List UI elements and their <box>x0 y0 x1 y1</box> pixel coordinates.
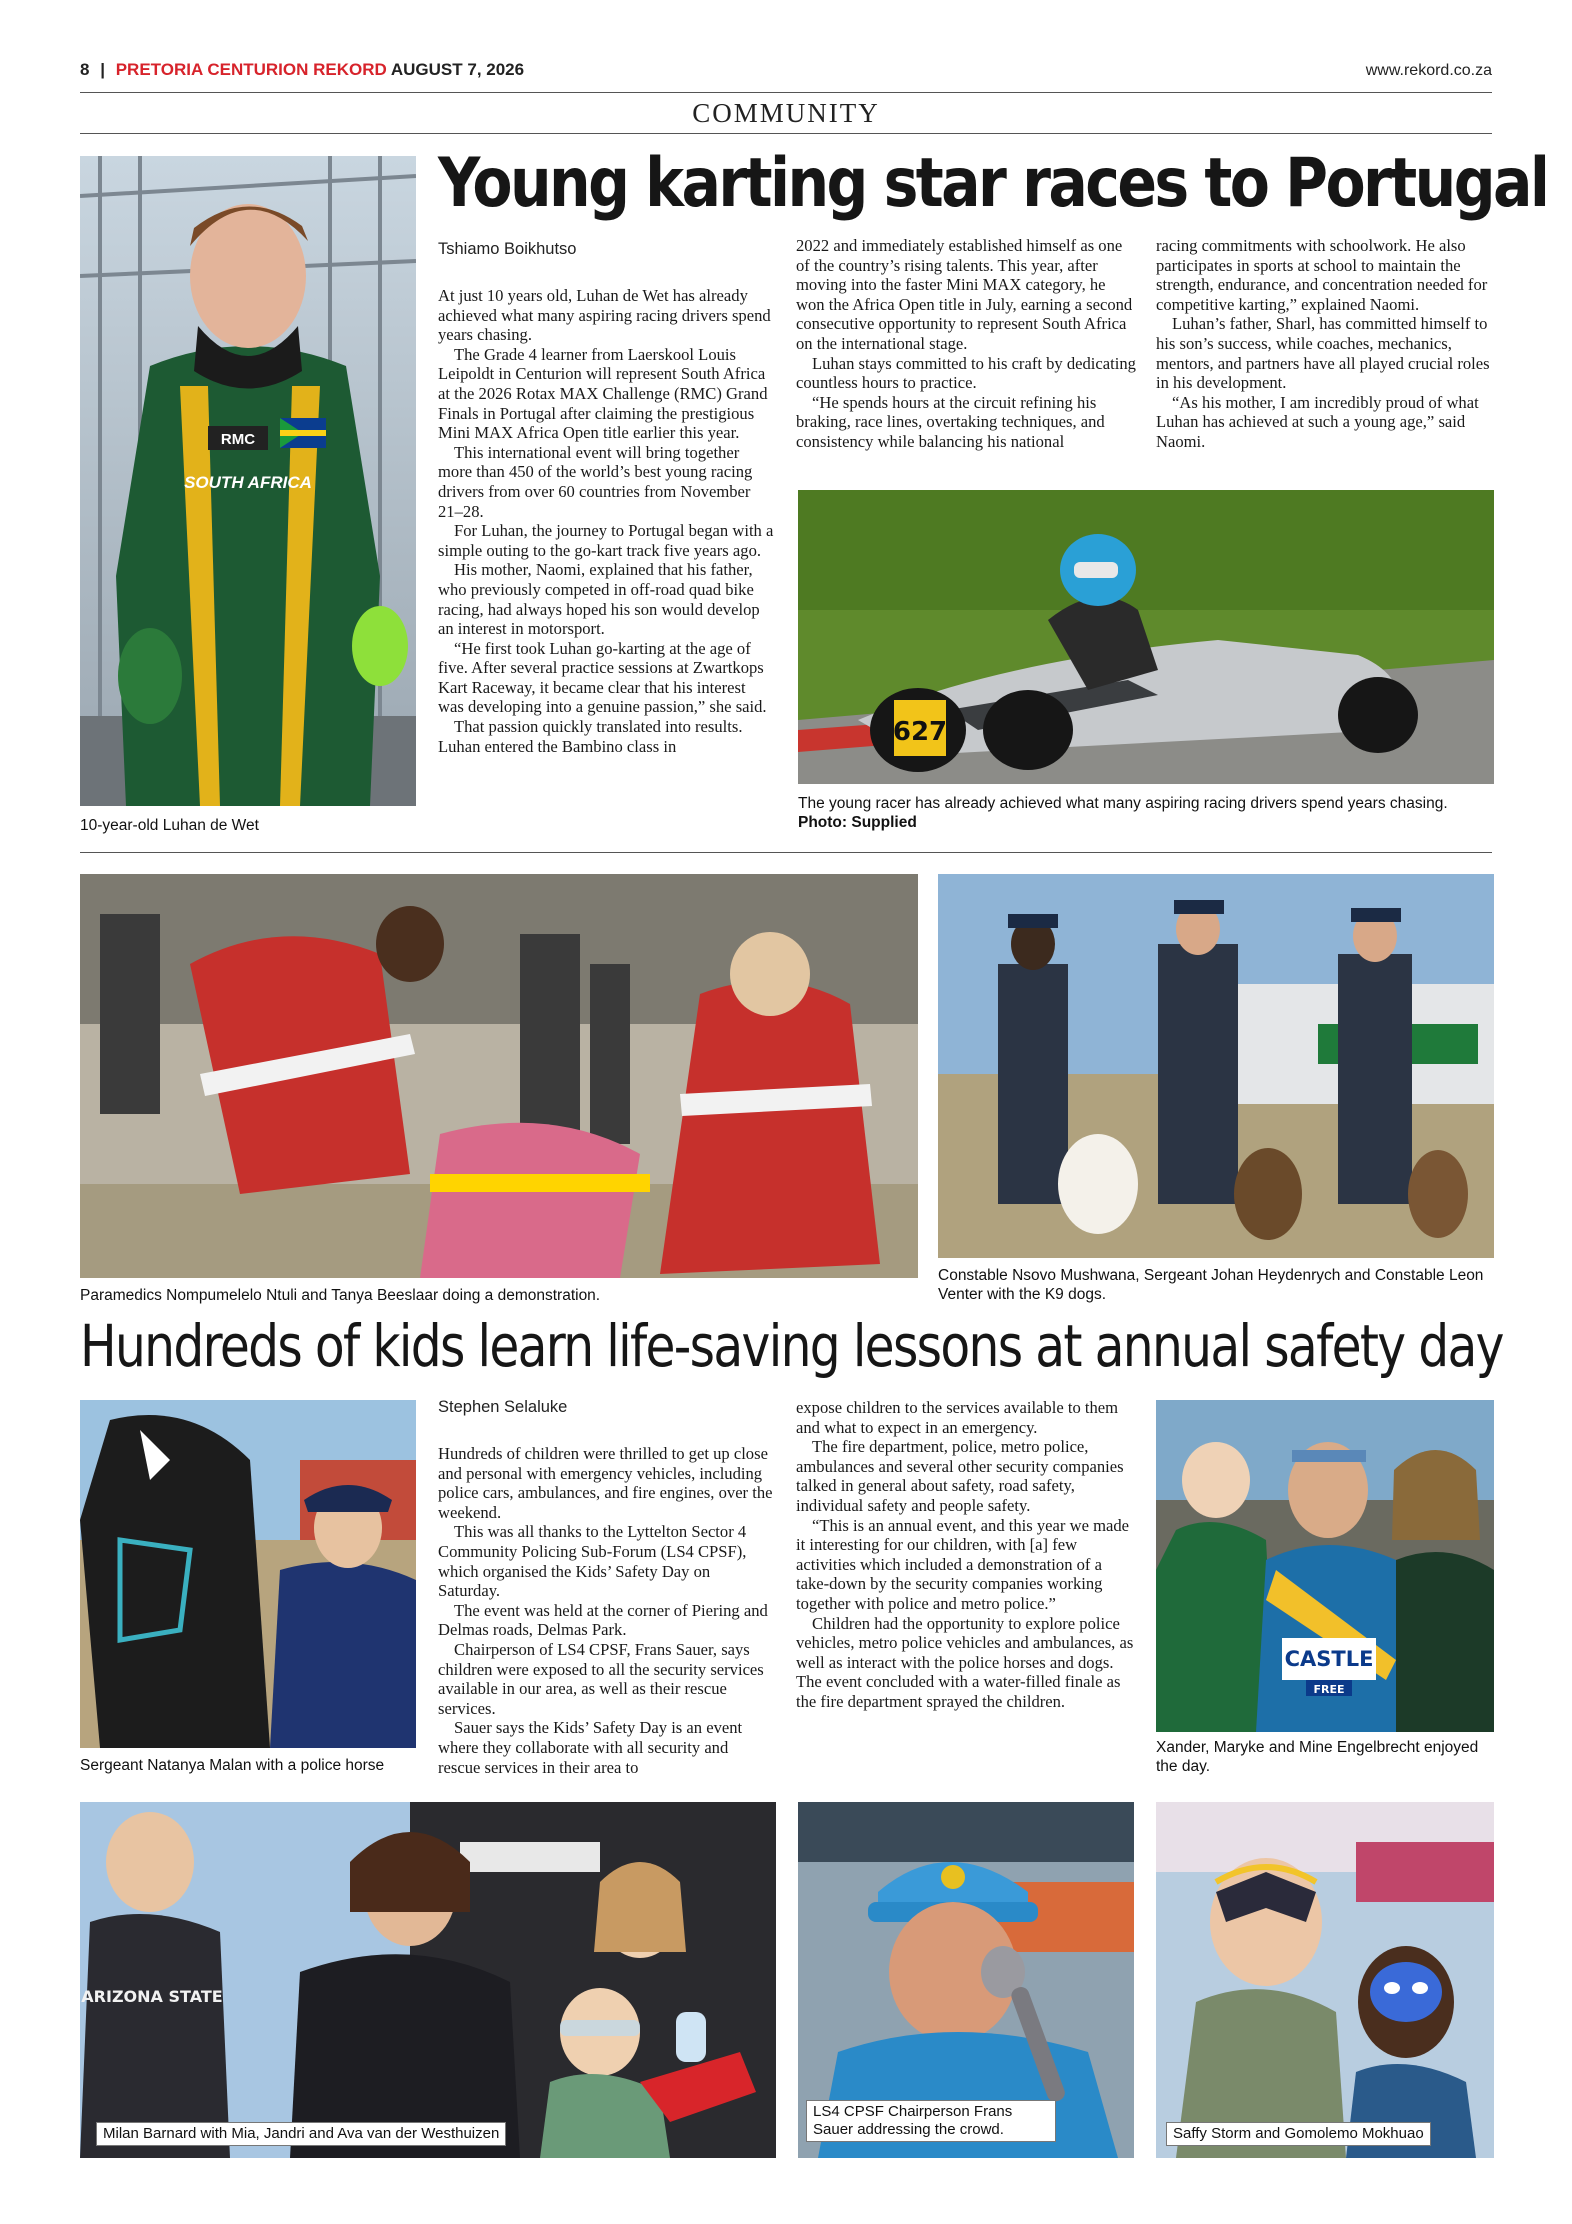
header-rule <box>80 92 1492 93</box>
photo-kids-water-gun <box>80 1802 776 2158</box>
chairperson-caption: LS4 CPSF Chairperson Frans Sauer addressing the crowd. <box>806 2100 1056 2142</box>
article2-paragraph: This was all thanks to the Lyttelton Sector 4 Community Policing Sub-Forum (LS4 CPSF), which organised the Kids’ Safety Day on Saturday. <box>438 1522 747 1601</box>
k9-illustration <box>938 874 1494 1258</box>
k9-caption: Constable Nsovo Mushwana, Sergeant Johan Heydenrych and Constable Leon Venter with the K9 dogs. <box>938 1267 1484 1303</box>
article1-headline: Young karting star races to Portugal <box>438 144 1548 223</box>
article2-paragraph: Children had the opportunity to explore police vehicles, metro police vehicles and ambulances, as well as interact with the police horses and dogs. The event concluded with a water-filled finale as the fire department sprayed the children. <box>796 1613 1134 1711</box>
kids-caption: Milan Barnard with Mia, Jandri and Ava van der Westhuizen <box>96 2122 506 2146</box>
kids-shirt-text: ARIZONA STATE <box>81 1987 223 2006</box>
kart-illustration <box>798 490 1494 784</box>
photo-police-horse <box>80 1400 416 1748</box>
article1-paragraph: “As his mother, I am incredibly proud of what Luhan has achieved at such a young age,” said Naomi. <box>1156 392 1479 451</box>
face-painting-illustration <box>1156 1802 1494 2158</box>
article1-paragraph: This international event will bring together more than 450 of the world’s best young racing drivers from over 60 countries from November 21–28. <box>438 442 753 521</box>
police-horse-illustration <box>80 1400 416 1748</box>
photo-engelbrecht-family <box>1156 1400 1494 1732</box>
article2-paragraph: “This is an annual event, and this year we made it interesting for our children, with [a] few activities which included a demonstration of a take-down by the security companies working together with police and metro police.” <box>796 1515 1130 1613</box>
family-illustration <box>1156 1400 1494 1732</box>
article-divider <box>80 852 1492 853</box>
article1-byline: Tshiamo Boikhutso <box>438 240 577 258</box>
article1-paragraph: 2022 and immediately established himself as one of the country’s rising talents. This year, after moving into the faster Mini MAX category, he won the Africa Open title in July, earning a second consecutive opportunity to represent South Africa on the international stage. <box>796 236 1133 353</box>
website-link[interactable]: www.rekord.co.za <box>1365 62 1492 79</box>
section-title: COMMUNITY <box>692 98 880 128</box>
photo-paramedics <box>80 874 918 1278</box>
family-caption: Xander, Maryke and Mine Engelbrecht enjoyed the day. <box>1156 1739 1479 1775</box>
police-horse-caption: Sergeant Natanya Malan with a police horse <box>80 1757 385 1774</box>
article2-headline: Hundreds of kids learn life-saving lessons at annual safety day <box>80 1312 1503 1380</box>
kart-photo-caption <box>798 794 1488 832</box>
article2-paragraph: The fire department, police, metro police, ambulances and several other security companies talked in general about safety, road safety, individual safety and people safety. <box>796 1437 1124 1515</box>
article1-paragraph: His mother, Naomi, explained that his father, who previously competed in off-road quad bike racing, had always hoped his son would develop an interest in motorsport. <box>438 560 760 639</box>
paramedics-illustration <box>80 874 918 1278</box>
kart-photo-credit: Photo: Supplied <box>798 814 917 831</box>
issue-date: AUGUST 7, 2026 <box>390 60 525 79</box>
photo-luhan-portrait <box>80 156 416 806</box>
article2-paragraph: The event was held at the corner of Piering and Delmas roads, Delmas Park. <box>438 1600 768 1640</box>
article2-paragraph: Sauer says the Kids’ Safety Day is an event where they collaborate with all security and rescue services in their area to <box>438 1718 743 1777</box>
article1-paragraph: For Luhan, the journey to Portugal began with a simple outing to the go-kart track five years ago. <box>438 521 774 560</box>
luhan-portrait-caption: 10-year-old Luhan de Wet <box>80 817 259 834</box>
photo-face-painting <box>1156 1802 1494 2158</box>
article1-paragraph: The Grade 4 learner from Laerskool Louis Leipoldt in Centurion will represent South Africa at the 2026 Rotax MAX Challenge (RMC) Grand Finals in Portugal after claiming the prestigious Mini MAX Africa Open title earlier this year. <box>438 344 768 443</box>
page-folio <box>80 60 524 80</box>
article1-paragraph: Luhan stays committed to his craft by dedicating countless hours to practice. <box>796 353 1136 393</box>
article1-paragraph: “He spends hours at the circuit refining his braking, race lines, overtaking techniques, and consistency while balancing his national <box>796 392 1105 451</box>
suit-country-text: SOUTH AFRICA <box>184 473 312 492</box>
kart-number: 627 <box>892 717 948 747</box>
photo-k9 <box>938 874 1494 1258</box>
section-rule <box>80 133 1492 134</box>
article1-paragraph: racing commitments with schoolwork. He also participates in sports at school to maintain the strength, endurance, and concentration needed for competitive karting,” explained Naomi. <box>1156 236 1488 314</box>
paramedics-caption: Paramedics Nompumelelo Ntuli and Tanya Beeslaar doing a demonstration. <box>80 1287 601 1304</box>
article1-column-3 <box>1156 236 1492 452</box>
luhan-portrait-illustration <box>80 156 416 806</box>
page-number: 8 <box>80 60 90 79</box>
article2-paragraph: Chairperson of LS4 CPSF, Frans Sauer, says children were exposed to all the security services available in our area, as well as their rescue services. <box>438 1639 764 1718</box>
article2-column-1 <box>438 1444 774 1777</box>
article2-byline: Stephen Selaluke <box>438 1398 568 1416</box>
article1-column-1 <box>438 286 774 756</box>
photo-kart <box>798 490 1494 784</box>
article2-column-2 <box>796 1398 1136 1712</box>
article1-paragraph: “He first took Luhan go-karting at the age of five. After several practice sessions at Zwartkops Kart Raceway, it became clear that his interest was developing into a genuine passion,” she said. <box>438 638 767 717</box>
article2-paragraph: expose children to the services available to them and what to expect in an emergency. <box>796 1398 1119 1437</box>
family-shirt-subtext: FREE <box>1313 1683 1345 1696</box>
kids-illustration <box>80 1802 776 2158</box>
face-painting-caption: Saffy Storm and Gomolemo Mokhuao <box>1166 2122 1431 2146</box>
kart-caption-text: The young racer has already achieved what many aspiring racing drivers spend years chasing. <box>798 795 1448 812</box>
article1-paragraph: At just 10 years old, Luhan de Wet has already achieved what many aspiring racing drivers spend years chasing. <box>438 286 771 345</box>
suit-badge-text: RMC <box>220 431 256 448</box>
family-shirt-text: CASTLE <box>1284 1647 1374 1671</box>
publication-name: PRETORIA CENTURION REKORD <box>115 60 387 79</box>
article2-paragraph: Hundreds of children were thrilled to get up close and personal with emergency vehicles, including police cars, ambulances, and fire engines, over the weekend. <box>438 1444 773 1522</box>
article1-paragraph: Luhan’s father, Sharl, has committed himself to his son’s success, while coaches, mechanics, mentors, and partners have all played crucial roles in his development. <box>1156 314 1490 393</box>
article1-paragraph: That passion quickly translated into results. Luhan entered the Bambino class in <box>438 717 743 756</box>
folio-separator: | <box>100 60 105 79</box>
article1-column-2 <box>796 236 1136 452</box>
